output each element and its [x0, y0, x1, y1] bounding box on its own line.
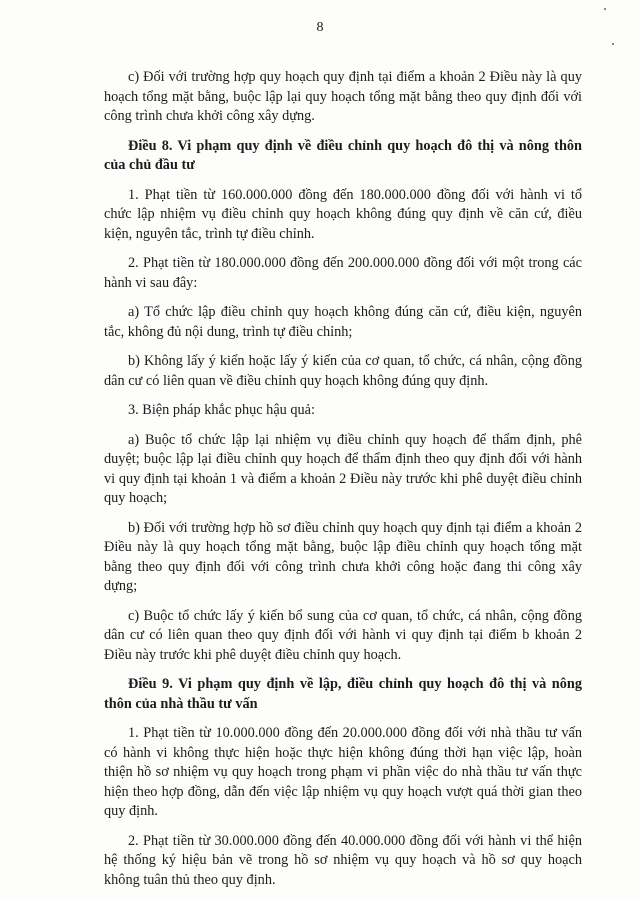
- scan-speck: [612, 43, 614, 45]
- article-8-heading: Điều 8. Vi phạm quy định về điều chỉnh quy hoạch đô thị và nông thôn của chủ đầu tư: [104, 137, 582, 173]
- paragraph-clause-c: c) Đối với trường hợp quy hoạch quy định tại điểm a khoản 2 Điều này là quy hoạch tổng mặt bằng, buộc lập lại quy hoạch tổng mặt bằng theo quy định đối với công trình chưa khởi công xây dựng.: [104, 69, 582, 124]
- article-9-heading: Điều 9. Vi phạm quy định về lập, điều chỉnh quy hoạch đô thị và nông thôn của nhà thầu tư vấn: [104, 676, 582, 712]
- paragraph-art8-clause-3c: c) Buộc tổ chức lấy ý kiến bổ sung của cơ quan, tổ chức, cá nhân, cộng đồng dân cư có liên quan theo quy định đối với hành vi quy định tại điểm b khoản 2 Điều này trước khi phê duyệt điều chỉnh quy hoạch.: [104, 607, 582, 663]
- paragraph-art8-clause-2: 2. Phạt tiền từ 180.000.000 đồng đến 200.000.000 đồng đối với một trong các hành vi sau đây:: [104, 255, 582, 291]
- paragraph-art8-clause-2b: b) Không lấy ý kiến hoặc lấy ý kiến của cơ quan, tổ chức, cá nhân, cộng đồng dân cư có liên quan về điều chỉnh quy hoạch không đúng quy định.: [104, 353, 582, 389]
- paragraph-art8-clause-3: 3. Biện pháp khắc phục hậu quả:: [128, 402, 315, 418]
- page-number: 8: [316, 20, 324, 35]
- paragraph-art8-clause-1: 1. Phạt tiền từ 160.000.000 đồng đến 180.000.000 đồng đối với hành vi tổ chức lập nhiệm vụ điều chỉnh quy hoạch không đúng quy định về căn cứ, điều kiện, nguyên tắc, trình tự điều chỉnh.: [104, 186, 582, 242]
- paragraph-art8-clause-3b: b) Đối với trường hợp hồ sơ điều chỉnh quy hoạch quy định tại điểm a khoản 2 Điều này là quy hoạch tổng mặt bằng, buộc lập điều chỉnh quy hoạch tổng mặt bằng theo quy định đối với công trình chưa khởi công hoặc đang thi công xây dựng;: [104, 519, 582, 594]
- paragraph-art8-clause-2a: a) Tổ chức lập điều chỉnh quy hoạch không đúng căn cứ, điều kiện, nguyên tắc, không đủ nội dung, trình tự điều chỉnh;: [104, 304, 582, 340]
- document-body: [104, 68, 582, 900]
- paragraph-art8-clause-3a: a) Buộc tổ chức lập lại nhiệm vụ điều chỉnh quy hoạch để thẩm định, phê duyệt; buộc lập lại điều chỉnh quy hoạch để thẩm định theo quy định đối với hành vi quy định tại khoản 1 và điểm a khoản 2 Điều này trước khi phê duyệt điều chỉnh quy hoạch;: [104, 431, 582, 506]
- paragraph-art9-clause-2: 2. Phạt tiền từ 30.000.000 đồng đến 40.000.000 đồng đối với hành vi thể hiện hệ thống ký hiệu bản vẽ trong hồ sơ nhiệm vụ quy hoạch và hồ sơ quy hoạch không tuân thủ theo quy định.: [104, 832, 582, 888]
- paragraph-art9-clause-1: 1. Phạt tiền từ 10.000.000 đồng đến 20.000.000 đồng đối với nhà thầu tư vấn có hành vi không thực hiện hoặc thực hiện không đúng thời hạn việc lập, hoàn thiện hồ sơ nhiệm vụ quy hoạch trong phạm vi phần việc do nhà thầu tư vấn thực hiện theo hợp đồng, dẫn đến việc lập nhiệm vụ quy hoạch vượt quá thời gian theo quy định.: [104, 725, 582, 819]
- scan-speck: [604, 8, 606, 10]
